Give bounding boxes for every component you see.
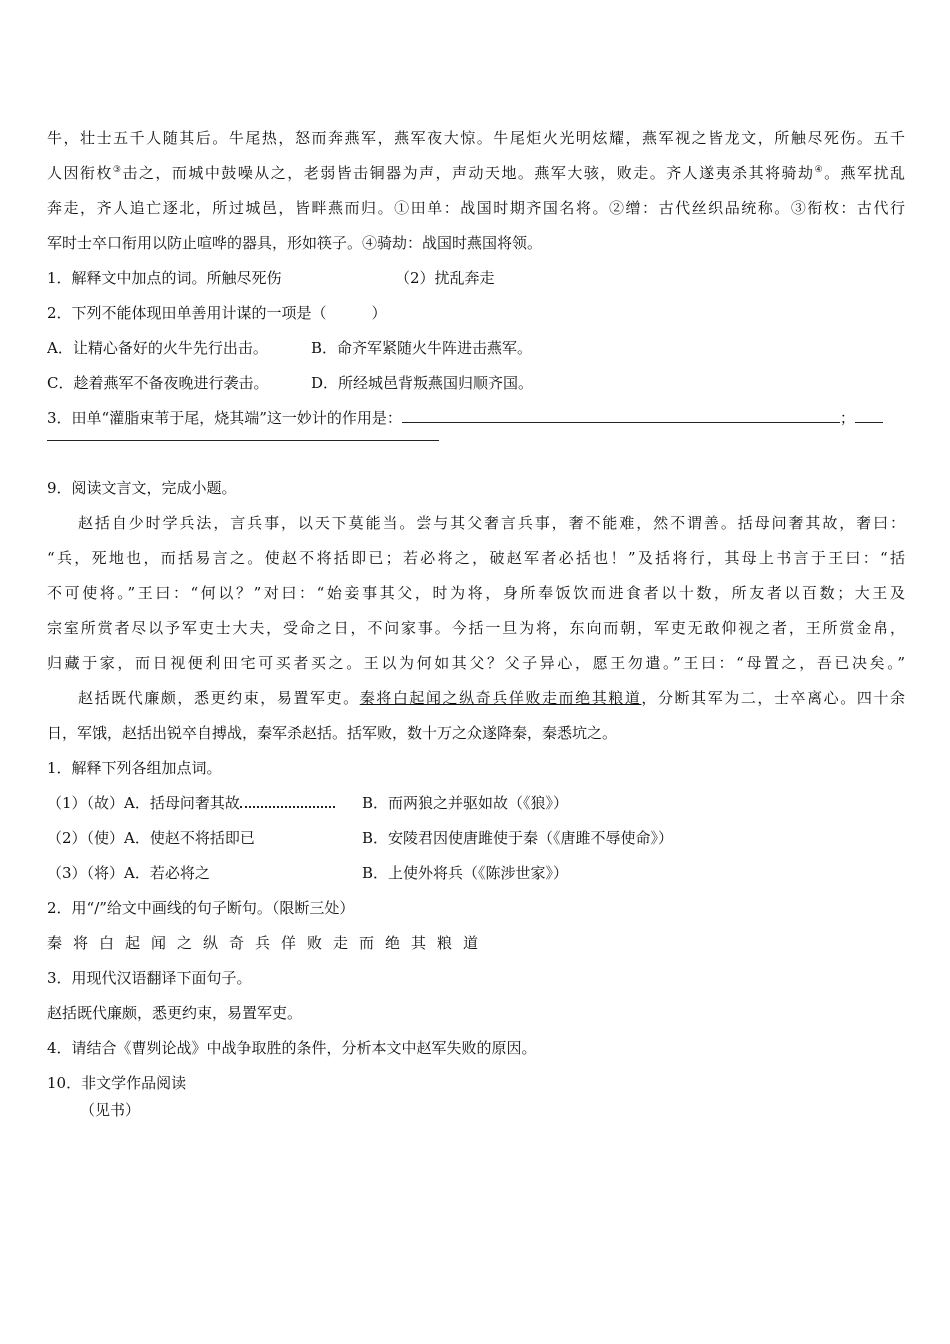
passage-text: 赵括既代廉颇，悉更约束，易置军吏。 (78, 689, 360, 707)
dotted-blank (240, 797, 335, 808)
question-3: 3．用现代汉语翻译下面句子。 (47, 969, 252, 987)
options-row (47, 373, 905, 393)
option-b: B．上使外将兵（《陈涉世家》） (362, 864, 569, 882)
sentence-to-translate: 赵括既代廉颇，悉更约束，易置军吏。 (47, 1004, 303, 1022)
question-text: 1．解释文中加点的词。所触尽死伤 (47, 269, 282, 287)
answer-blank[interactable] (47, 426, 439, 441)
section-heading: 10．非文学作品阅读 (47, 1074, 187, 1092)
sub-question (47, 793, 905, 813)
options-row (47, 338, 905, 358)
option-a: A．让精心备好的火牛先行出击。 (47, 339, 268, 357)
option-a: （1）（故）A．括母问奢其故 (47, 794, 240, 812)
option-d: D．所经城邑背叛燕国归顺齐国。 (311, 374, 534, 392)
option-b: B．命齐军紧随火牛阵进击燕军。 (311, 339, 533, 357)
question-3 (47, 408, 905, 428)
footnote-mark: ③ (112, 165, 123, 175)
question-2: 2．下列不能体现田单善用计谋的一项是（ ） (47, 304, 387, 322)
sub-question (47, 863, 905, 883)
question-1 (47, 268, 905, 288)
passage-line: “兵，死地也，而括易言之。使赵不将括即已；若必将之，破赵军者必括也！”及括将行，其母上书言于王曰：“括 (47, 549, 905, 567)
passage-line (47, 163, 905, 183)
passage-line: 牛，壮士五千人随其后。牛尾热，怒而奔燕军，燕军夜大惊。牛尾炬火光明炫耀，燕军视之皆龙文，所触尽死伤。五千 (47, 129, 905, 147)
option-b: B．而两狼之并驱如故（《狼》） (362, 794, 569, 812)
passage-line: 奔走，齐人追亡逐北，所过城邑，皆畔燕而归。①田单：战国时期齐国名将。②缯：古代丝织品统称。③衔枚：古代行 (47, 199, 905, 217)
passage-line (78, 688, 905, 708)
passage-text: 。燕军扰乱 (824, 164, 905, 182)
option-b: B．安陵君因使唐雎使于秦（《唐雎不辱使命》） (362, 829, 674, 847)
passage-text: 人因衔枚 (47, 164, 113, 182)
underlined-sentence: 秦将白起闻之纵奇兵佯败走而绝其粮道 (359, 689, 642, 707)
sentence-to-punctuate: 秦将白起闻之纵奇兵佯败走而绝其粮道 (47, 934, 490, 952)
passage-line: 归藏于家，而日视便利田宅可买者买之。王以为何如其父？父子异心，愿王勿遣。”王曰：“母置之，吾已决矣。” (47, 654, 905, 672)
separator: ； (839, 409, 855, 427)
passage-text: ，分断其军为二，士卒离心。四十余 (641, 689, 905, 707)
section-note: （见书） (80, 1101, 141, 1119)
sub-question (47, 828, 905, 848)
passage-line: 宗室所赏者尽以予军吏士大夫，受命之日，不问家事。今括一旦为将，东向而朝，军吏无敢仰视之者，王所赏金帛， (47, 619, 905, 637)
question-1: 1．解释下列各组加点词。 (47, 759, 222, 777)
passage-line: 日，军饿，赵括出锐卒自搏战，秦军杀赵括。括军败，数十万之众遂降秦，秦悉坑之。 (47, 724, 618, 742)
question-text: （2）扰乱奔走 (395, 269, 495, 287)
passage-line: 不可使将。”王曰：“何以？”对曰：“始妾事其父，时为将，身所奉饭饮而进食者以十数，所友者以百数；大王及 (47, 584, 905, 602)
question-text: 3．田单“灌脂束苇于尾，烧其端”这一妙计的作用是： (47, 409, 402, 427)
option-a: （3）（将）A．若必将之 (47, 864, 210, 882)
passage-line: 军时士卒口衔用以防止喧哗的器具，形如筷子。④骑劫：战国时燕国将领。 (47, 234, 543, 252)
question-4: 4．请结合《曹刿论战》中战争取胜的条件，分析本文中赵军失败的原因。 (47, 1039, 537, 1057)
answer-blank[interactable] (855, 408, 883, 423)
passage-line: 赵括自少时学兵法，言兵事，以天下莫能当。尝与其父奢言兵事，奢不能难，然不谓善。括母问奢其故，奢曰： (78, 514, 905, 532)
passage-text: 击之，而城中鼓噪从之，老弱皆击铜器为声，声动天地。燕军大骇，败走。齐人遂夷杀其将骑劫 (122, 164, 815, 182)
answer-blank[interactable] (402, 408, 840, 423)
option-a: （2）（使）A．使赵不将括即已 (47, 829, 255, 847)
section-heading: 9．阅读文言文，完成小题。 (47, 479, 237, 497)
footnote-mark: ④ (814, 165, 825, 175)
answer-line (47, 426, 905, 442)
question-2: 2．用“/”给文中画线的句子断句。（限断三处） (47, 899, 355, 917)
option-c: C．趁着燕军不备夜晚进行袭击。 (47, 374, 269, 392)
